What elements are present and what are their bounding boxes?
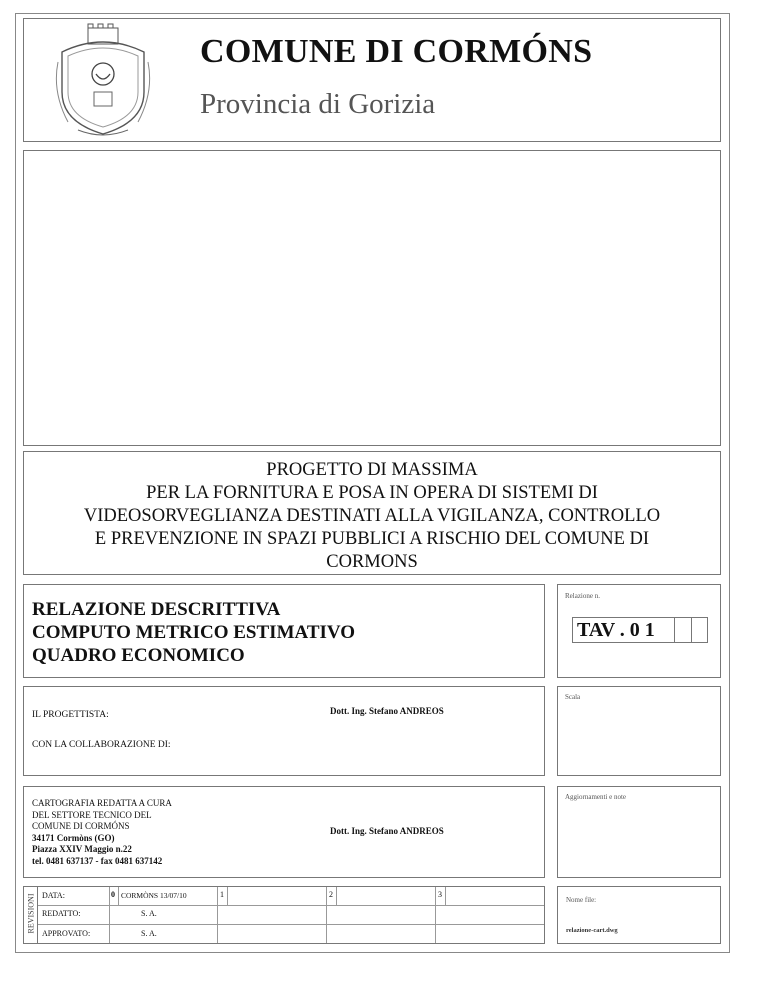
project-line: CORMONS xyxy=(326,552,418,572)
file-box xyxy=(557,886,721,944)
file-label: Nome file: xyxy=(566,896,597,904)
cartography-line: CARTOGRAFIA REDATTA A CURA xyxy=(32,798,172,808)
description-line: QUADRO ECONOMICO xyxy=(32,645,245,666)
revisions-side-label: REVISIONI xyxy=(26,893,36,934)
file-name: relazione-cart.dwg xyxy=(566,927,618,934)
cartography-line: 34171 Cormòns (GO) xyxy=(32,832,115,843)
cartography-line: Piazza XXIV Maggio n.22 xyxy=(32,844,132,854)
project-box xyxy=(23,451,721,575)
notes-label: Aggiornamenti e note xyxy=(565,793,627,801)
scala-label: Scala xyxy=(565,693,581,701)
relazione-label: Relazione n. xyxy=(565,592,600,600)
designer-box xyxy=(23,686,545,776)
cartography-name: Dott. Ing. Stefano ANDREOS xyxy=(330,826,444,836)
tav-number-box xyxy=(572,617,708,643)
designer-name: Dott. Ing. Stefano ANDREOS xyxy=(330,706,444,716)
revision-3-number: 3 xyxy=(438,890,442,899)
revision-0-number: 0 xyxy=(111,890,115,899)
revision-0-date: CORMÒNS 13/07/10 xyxy=(121,891,187,900)
cartography-line: COMUNE DI CORMÓNS xyxy=(32,821,130,831)
content-area xyxy=(23,150,721,446)
revision-2-number: 2 xyxy=(329,890,333,899)
cartography-line: tel. 0481 637137 - fax 0481 637142 xyxy=(32,855,163,866)
designer-label: IL PROGETTISTA: xyxy=(32,710,109,720)
revision-1-number: 1 xyxy=(220,890,224,899)
page-title: COMUNE DI CORMÓNS xyxy=(200,33,593,70)
redatto-label: REDATTO: xyxy=(42,909,81,918)
revisions-table xyxy=(23,886,545,944)
description-line: RELAZIONE DESCRITTIVA xyxy=(32,599,281,620)
cartography-box xyxy=(23,786,545,878)
data-label: DATA: xyxy=(42,891,65,900)
cartography-line: DEL SETTORE TECNICO DEL xyxy=(32,809,152,820)
approvato-value: S. A. xyxy=(141,929,157,938)
revisions-side-label-cell xyxy=(24,887,38,943)
collaboration-label: CON LA COLLABORAZIONE DI: xyxy=(32,740,171,750)
tav-number: TAV . 0 1 xyxy=(577,619,655,641)
relazione-box xyxy=(557,584,721,678)
description-box xyxy=(23,584,545,678)
project-line: PER LA FORNITURA E POSA IN OPERA DI SISTEMI DI xyxy=(146,483,598,503)
project-line: PROGETTO DI MASSIMA xyxy=(266,460,478,480)
approvato-label: APPROVATO: xyxy=(42,929,91,938)
coat-of-arms-icon xyxy=(48,22,158,140)
project-line: VIDEOSORVEGLIANZA DESTINATI ALLA VIGILANZA, CONTROLLO xyxy=(83,506,661,526)
scala-box xyxy=(557,686,721,776)
redatto-value: S. A. xyxy=(141,909,157,918)
description-line: COMPUTO METRICO ESTIMATIVO xyxy=(32,622,355,643)
page-subtitle: Provincia di Gorizia xyxy=(200,88,436,120)
project-line: E PREVENZIONE IN SPAZI PUBBLICI A RISCHIO DEL COMUNE DI xyxy=(94,529,650,549)
notes-box xyxy=(557,786,721,878)
